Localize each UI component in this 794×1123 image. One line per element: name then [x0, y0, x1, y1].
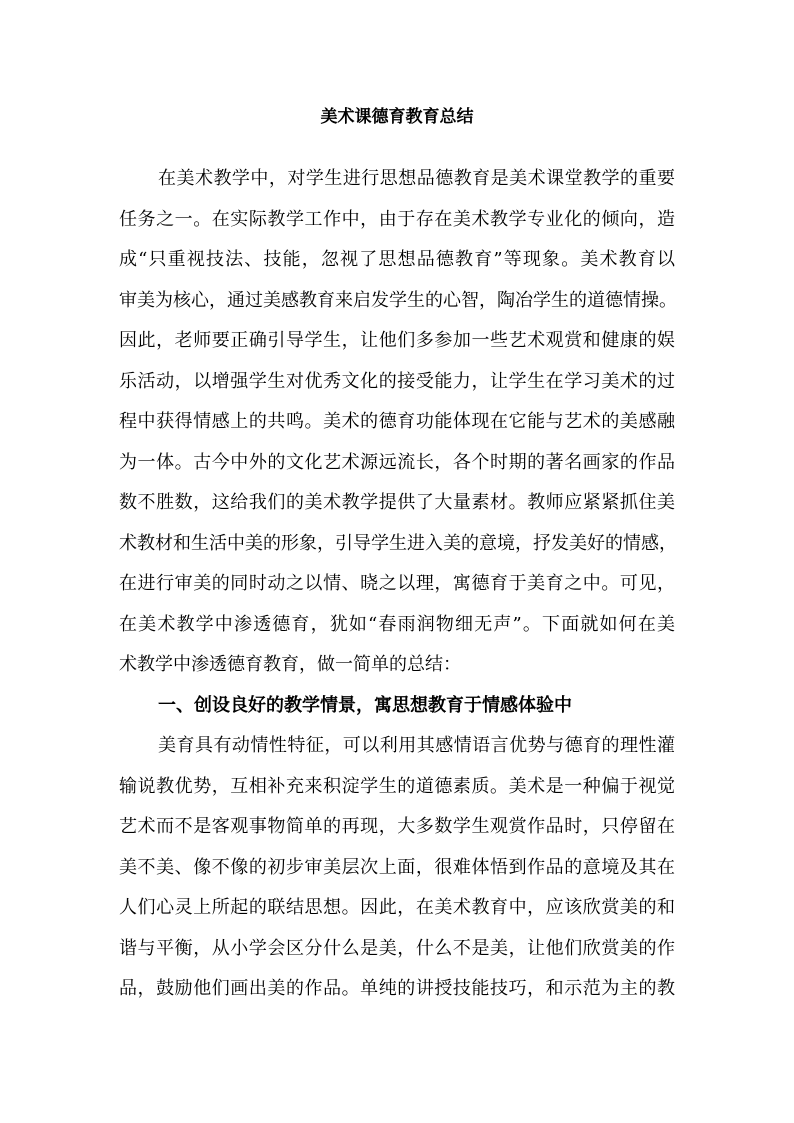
paragraph-line: 成“只重视技法、技能，忽视了思想品德教育”等现象。美术教育以 — [119, 249, 675, 270]
paragraph-line: 术教材和生活中美的形象，引导学生进入美的意境，抒发美好的情感， — [119, 532, 677, 554]
paragraph-line: 因此，老师要正确引导学生，让他们多参加一些艺术观赏和健康的娱 — [119, 330, 675, 351]
paragraph-line: 审美为核心，通过美感教育来启发学生的心智，陶冶学生的道德情操。 — [119, 289, 677, 311]
paragraph-line: 数不胜数，这给我们的美术教学提供了大量素材。教师应紧紧抓住美 — [119, 492, 675, 513]
paragraph-line: 美不美、像不像的初步审美层次上面，很难体悟到作品的意境及其在 — [119, 856, 675, 878]
paragraph-line: 任务之一。在实际教学工作中，由于存在美术教学专业化的倾向，造 — [119, 208, 675, 230]
document-title: 美术课德育教育总结 — [320, 107, 474, 127]
paragraph-line: 在美术教学中，对学生进行思想品德教育是美术课堂教学的重要 — [158, 168, 675, 189]
paragraph-line: 程中获得情感上的共鸣。美术的德育功能体现在它能与艺术的美感融 — [119, 411, 675, 432]
paragraph-line: 品，鼓励他们画出美的作品。单纯的讲授技能技巧，和示范为主的教 — [119, 978, 675, 999]
paragraph-line: 输说教优势，互相补充来积淀学生的道德素质。美术是一种偏于视觉 — [119, 775, 675, 797]
paragraph-line: 谐与平衡，从小学会区分什么是美，什么不是美，让他们欣赏美的作 — [119, 937, 675, 959]
paragraph-line: 艺术而不是客观事物简单的再现，大多数学生观赏作品时，只停留在 — [119, 816, 675, 837]
paragraph-line: 乐活动，以增强学生对优秀文化的接受能力，让学生在学习美术的过 — [119, 370, 675, 392]
paragraph-line: 美育具有动情性特征，可以利用其感情语言优势与德育的理性灌 — [158, 735, 675, 756]
paragraph-intro — [119, 159, 675, 1010]
paragraph-line: 人们心灵上所起的联结思想。因此，在美术教育中，应该欣赏美的和 — [119, 897, 675, 918]
paragraph-line: 在进行审美的同时动之以情、晓之以理，寓德育于美育之中。可见， — [119, 573, 675, 594]
paragraph-line: 为一体。古今中外的文化艺术源远流长，各个时期的著名画家的作品 — [119, 451, 675, 473]
section-heading: 一、创设良好的教学情景，寓思想教育于情感体验中 — [158, 694, 572, 716]
paragraph-line: 术教学中渗透德育教育，做一简单的总结： — [119, 654, 461, 675]
paragraph-line: 在美术教学中渗透德育，犹如“春雨润物细无声”。下面就如何在美 — [119, 613, 675, 635]
